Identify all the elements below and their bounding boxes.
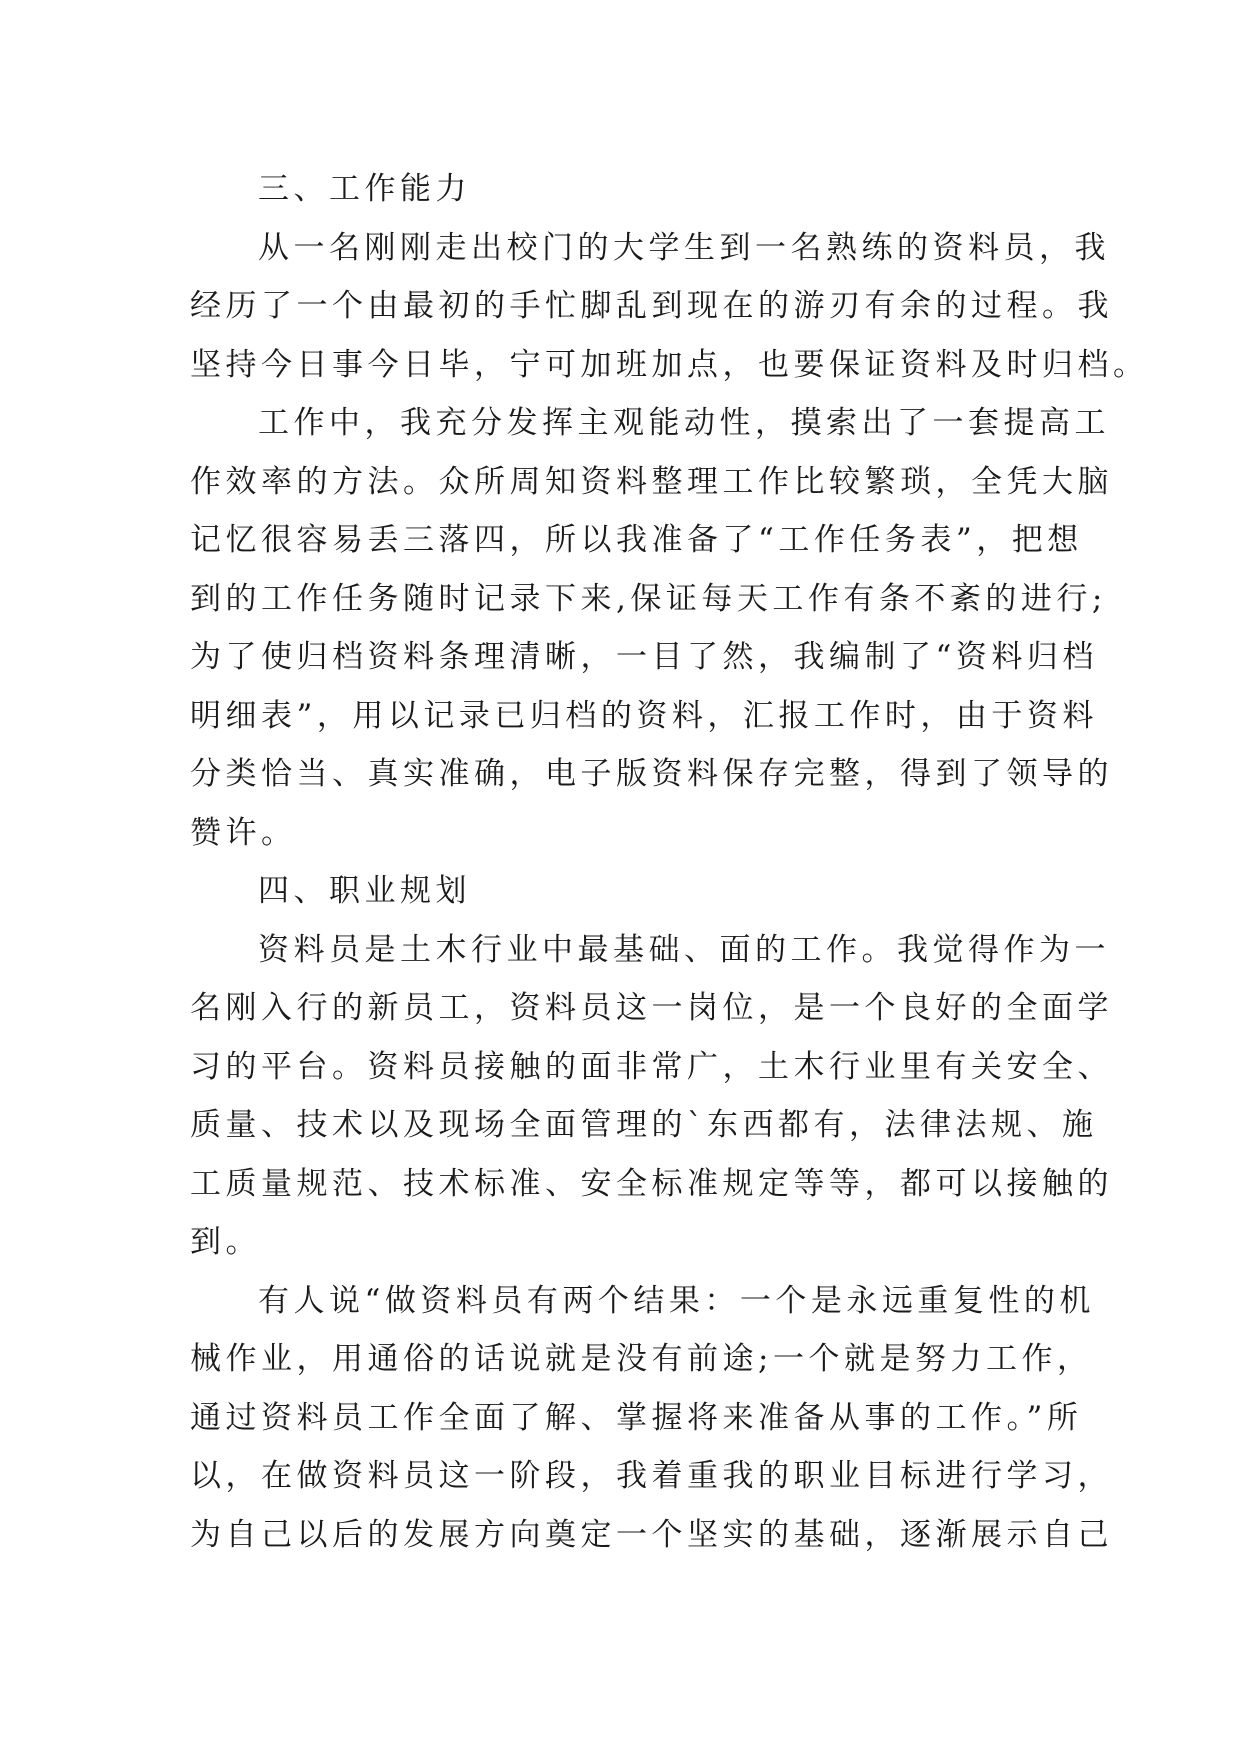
- paragraph-line: 赞许。: [190, 814, 297, 851]
- paragraph-line: 记忆很容易丢三落四，所以我准备了“工作任务表”，把想: [190, 522, 1083, 558]
- paragraph-line: 以，在做资料员这一阶段，我着重我的职业目标进行学习，: [190, 1458, 1113, 1494]
- paragraph-line: 质量、技术以及现场全面管理的`东西都有，法律法规、施: [190, 1107, 1098, 1143]
- paragraph-line: 为了使归档资料条理清晰，一目了然，我编制了“资料归档: [190, 639, 1098, 675]
- paragraph-line: 械作业，用通俗的话说就是没有前途;一个就是努力工作，: [190, 1341, 1093, 1377]
- section-heading-work-ability: 三、工作能力: [258, 171, 471, 207]
- paragraph-line: 通过资料员工作全面了解、掌握将来准备从事的工作。”所: [190, 1399, 1083, 1436]
- paragraph-line: 经历了一个由最初的手忙脚乱到现在的游刃有余的过程。我: [190, 288, 1113, 324]
- paragraph-line: 坚持今日事今日毕，宁可加班加点，也要保证资料及时归档。: [190, 346, 1149, 383]
- paragraph-line: 名刚入行的新员工，资料员这一岗位，是一个良好的全面学: [190, 990, 1113, 1026]
- paragraph-line: 为自己以后的发展方向奠定一个坚实的基础，逐渐展示自己: [190, 1516, 1113, 1553]
- paragraph-line: 作效率的方法。众所周知资料整理工作比较繁琐，全凭大脑: [190, 463, 1113, 500]
- paragraph-line: 到的工作任务随时记录下来,保证每天工作有条不紊的进行;: [190, 580, 1107, 617]
- paragraph-line: 有人说“做资料员有两个结果：一个是永远重复性的机: [258, 1282, 1095, 1319]
- paragraph-line: 到。: [190, 1224, 261, 1260]
- paragraph-line: 习的平台。资料员接触的面非常广，土木行业里有关安全、: [190, 1048, 1113, 1085]
- section-heading-career-planning: 四、职业规划: [258, 873, 471, 909]
- paragraph-line: 分类恰当、真实准确，电子版资料保存完整，得到了领导的: [190, 756, 1113, 792]
- paragraph-line: 资料员是土木行业中最基础、面的工作。我觉得作为一: [258, 931, 1110, 968]
- paragraph-line: 明细表”，用以记录已归档的资料，汇报工作时，由于资料: [190, 697, 1098, 734]
- document-body: [190, 160, 1149, 1564]
- paragraph-line: 从一名刚刚走出校门的大学生到一名熟练的资料员，我: [258, 229, 1110, 266]
- paragraph-line: 工质量规范、技术标准、安全标准规定等等，都可以接触的: [190, 1165, 1113, 1202]
- paragraph-line: 工作中，我充分发挥主观能动性，摸索出了一套提高工: [258, 405, 1110, 441]
